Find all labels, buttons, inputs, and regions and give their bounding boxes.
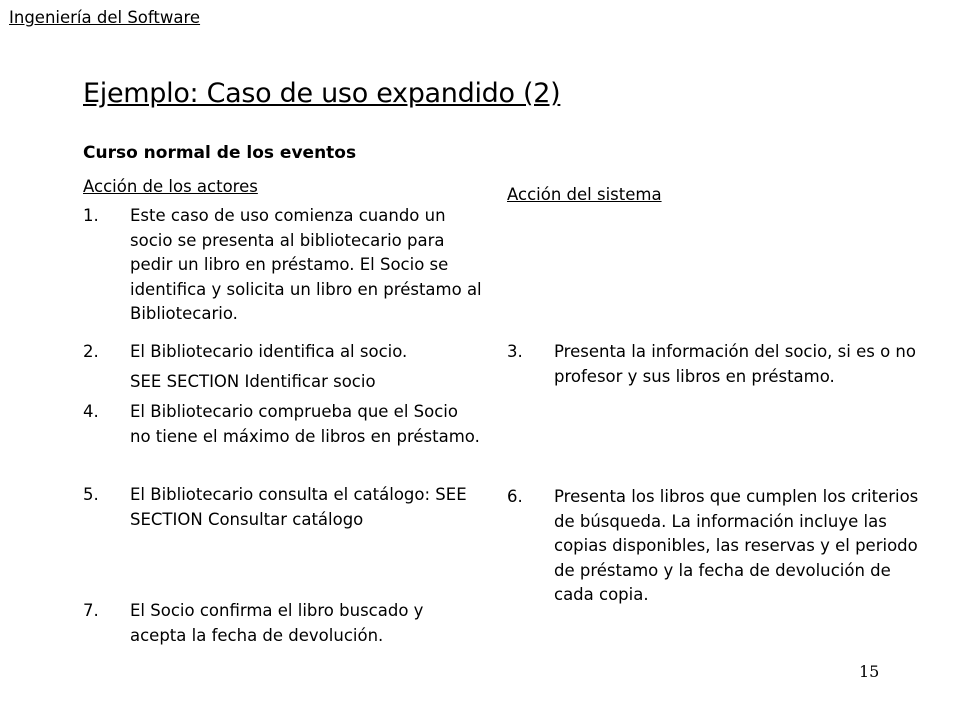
actor-step-4	[83, 400, 483, 449]
actor-step-1	[83, 204, 483, 327]
see-section-identificar-socio: SEE SECTION Identificar socio	[130, 372, 376, 391]
page-number: 15	[859, 662, 880, 681]
step-number: 1.	[83, 206, 99, 225]
system-step-6	[507, 485, 927, 608]
actors-column-heading: Acción de los actores	[83, 177, 258, 196]
step-number: 5.	[83, 485, 99, 504]
step-number: 2.	[83, 342, 99, 361]
step-number: 3.	[507, 342, 523, 361]
step-number: 7.	[83, 601, 99, 620]
step-number: 4.	[83, 402, 99, 421]
actor-step-2	[83, 340, 483, 365]
step-text: El Bibliotecario consulta el catálogo: SEE SECTION Consultar catálogo	[130, 485, 467, 529]
system-column-heading: Acción del sistema	[507, 185, 662, 204]
system-step-3	[507, 340, 927, 389]
actor-step-5	[83, 483, 483, 532]
course-header: Ingeniería del Software	[9, 8, 201, 27]
step-number: 6.	[507, 487, 523, 506]
step-text: Presenta los libros que cumplen los criterios de búsqueda. La información incluye las copias disponibles, las reservas y el periodo de préstamo y la fecha de devolución de cada copia.	[554, 487, 919, 604]
slide-title: Ejemplo: Caso de uso expandido (2)	[83, 78, 561, 109]
step-text: El Bibliotecario comprueba que el Socio no tiene el máximo de libros en préstamo.	[130, 402, 480, 446]
step-text: El Bibliotecario identifica al socio.	[130, 342, 408, 361]
actor-step-7	[83, 599, 483, 648]
step-text: Presenta la información del socio, si es o no profesor y sus libros en préstamo.	[554, 342, 916, 386]
section-heading: Curso normal de los eventos	[83, 143, 357, 163]
step-text: El Socio confirma el libro buscado y acepta la fecha de devolución.	[130, 601, 424, 645]
step-text: Este caso de uso comienza cuando un socio se presenta al bibliotecario para pedir un libro en préstamo. El Socio se identifica y solicita un libro en préstamo al Bibliotecario.	[130, 206, 482, 323]
